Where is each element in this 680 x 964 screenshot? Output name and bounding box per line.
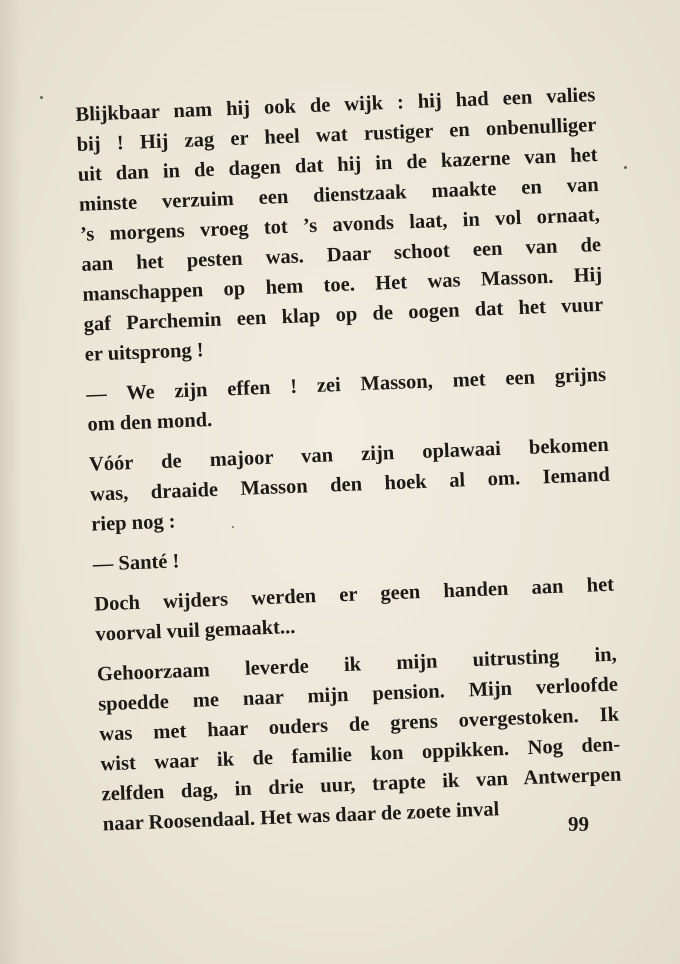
text-line: ’s morgens vroeg tot ’s avonds laat, in vol ornaat, [79, 203, 601, 246]
text-line: om den mond. [87, 408, 213, 436]
text-line: riep nog : [90, 510, 176, 536]
paragraph [94, 570, 616, 650]
body-text [75, 80, 623, 849]
text-line: Blijkbaar nam hij ook de wijk : hij had een valies [75, 84, 596, 126]
paper-speck [40, 96, 43, 99]
paragraph [96, 640, 623, 840]
text-line: uit dan in de dagen dat hij in de kazerne van het [77, 143, 598, 186]
text-line: aan het pesten was. Daar schoot een van de [80, 233, 602, 276]
text-line: manschappen op hem toe. Het was Masson. Hij [82, 263, 603, 306]
text-line: Vóór de majoor van zijn oplawaai bekomen [88, 433, 610, 476]
text-line: gaf Parchemin een klap op de oogen dat het vuur [83, 293, 604, 336]
text-line: voorval vuil gemaakt... [95, 615, 296, 646]
paragraph [86, 360, 608, 440]
text-line: bij ! Hij zag er heel wat rustiger en onbenulliger [76, 114, 597, 156]
text-line: — Santé ! [92, 550, 180, 576]
text-line: spoedde me naar mijn pension. Mijn verloofde [97, 673, 619, 716]
paragraph [75, 80, 605, 370]
text-line: naar Roosendaal. Het was daar de zoete inval [102, 798, 500, 836]
page-number: 99 [568, 812, 589, 836]
paragraph [88, 430, 611, 540]
text-line: minste verzuim een dienstzaak maakte en van [78, 173, 600, 216]
text-line: wist waar ik de familie kon oppikken. Nog den- [100, 733, 621, 776]
text-line: zelfden dag, in drie uur, trapte ik van Antwerpen [101, 763, 622, 806]
paper-speck [624, 166, 627, 169]
text-line: was met haar ouders de grens overgestoken. Ik [98, 703, 620, 746]
text-line: er uitsprong ! [84, 339, 204, 366]
text-line: — We zijn effen ! zei Masson, met een grijns [85, 363, 607, 406]
text-line: Gehoorzaam leverde ik mijn uitrusting in, [96, 643, 618, 686]
text-line: was, draaide Masson den hoek al om. Iemand [89, 463, 611, 506]
text-line: Doch wijders werden er geen handen aan het [93, 573, 615, 616]
